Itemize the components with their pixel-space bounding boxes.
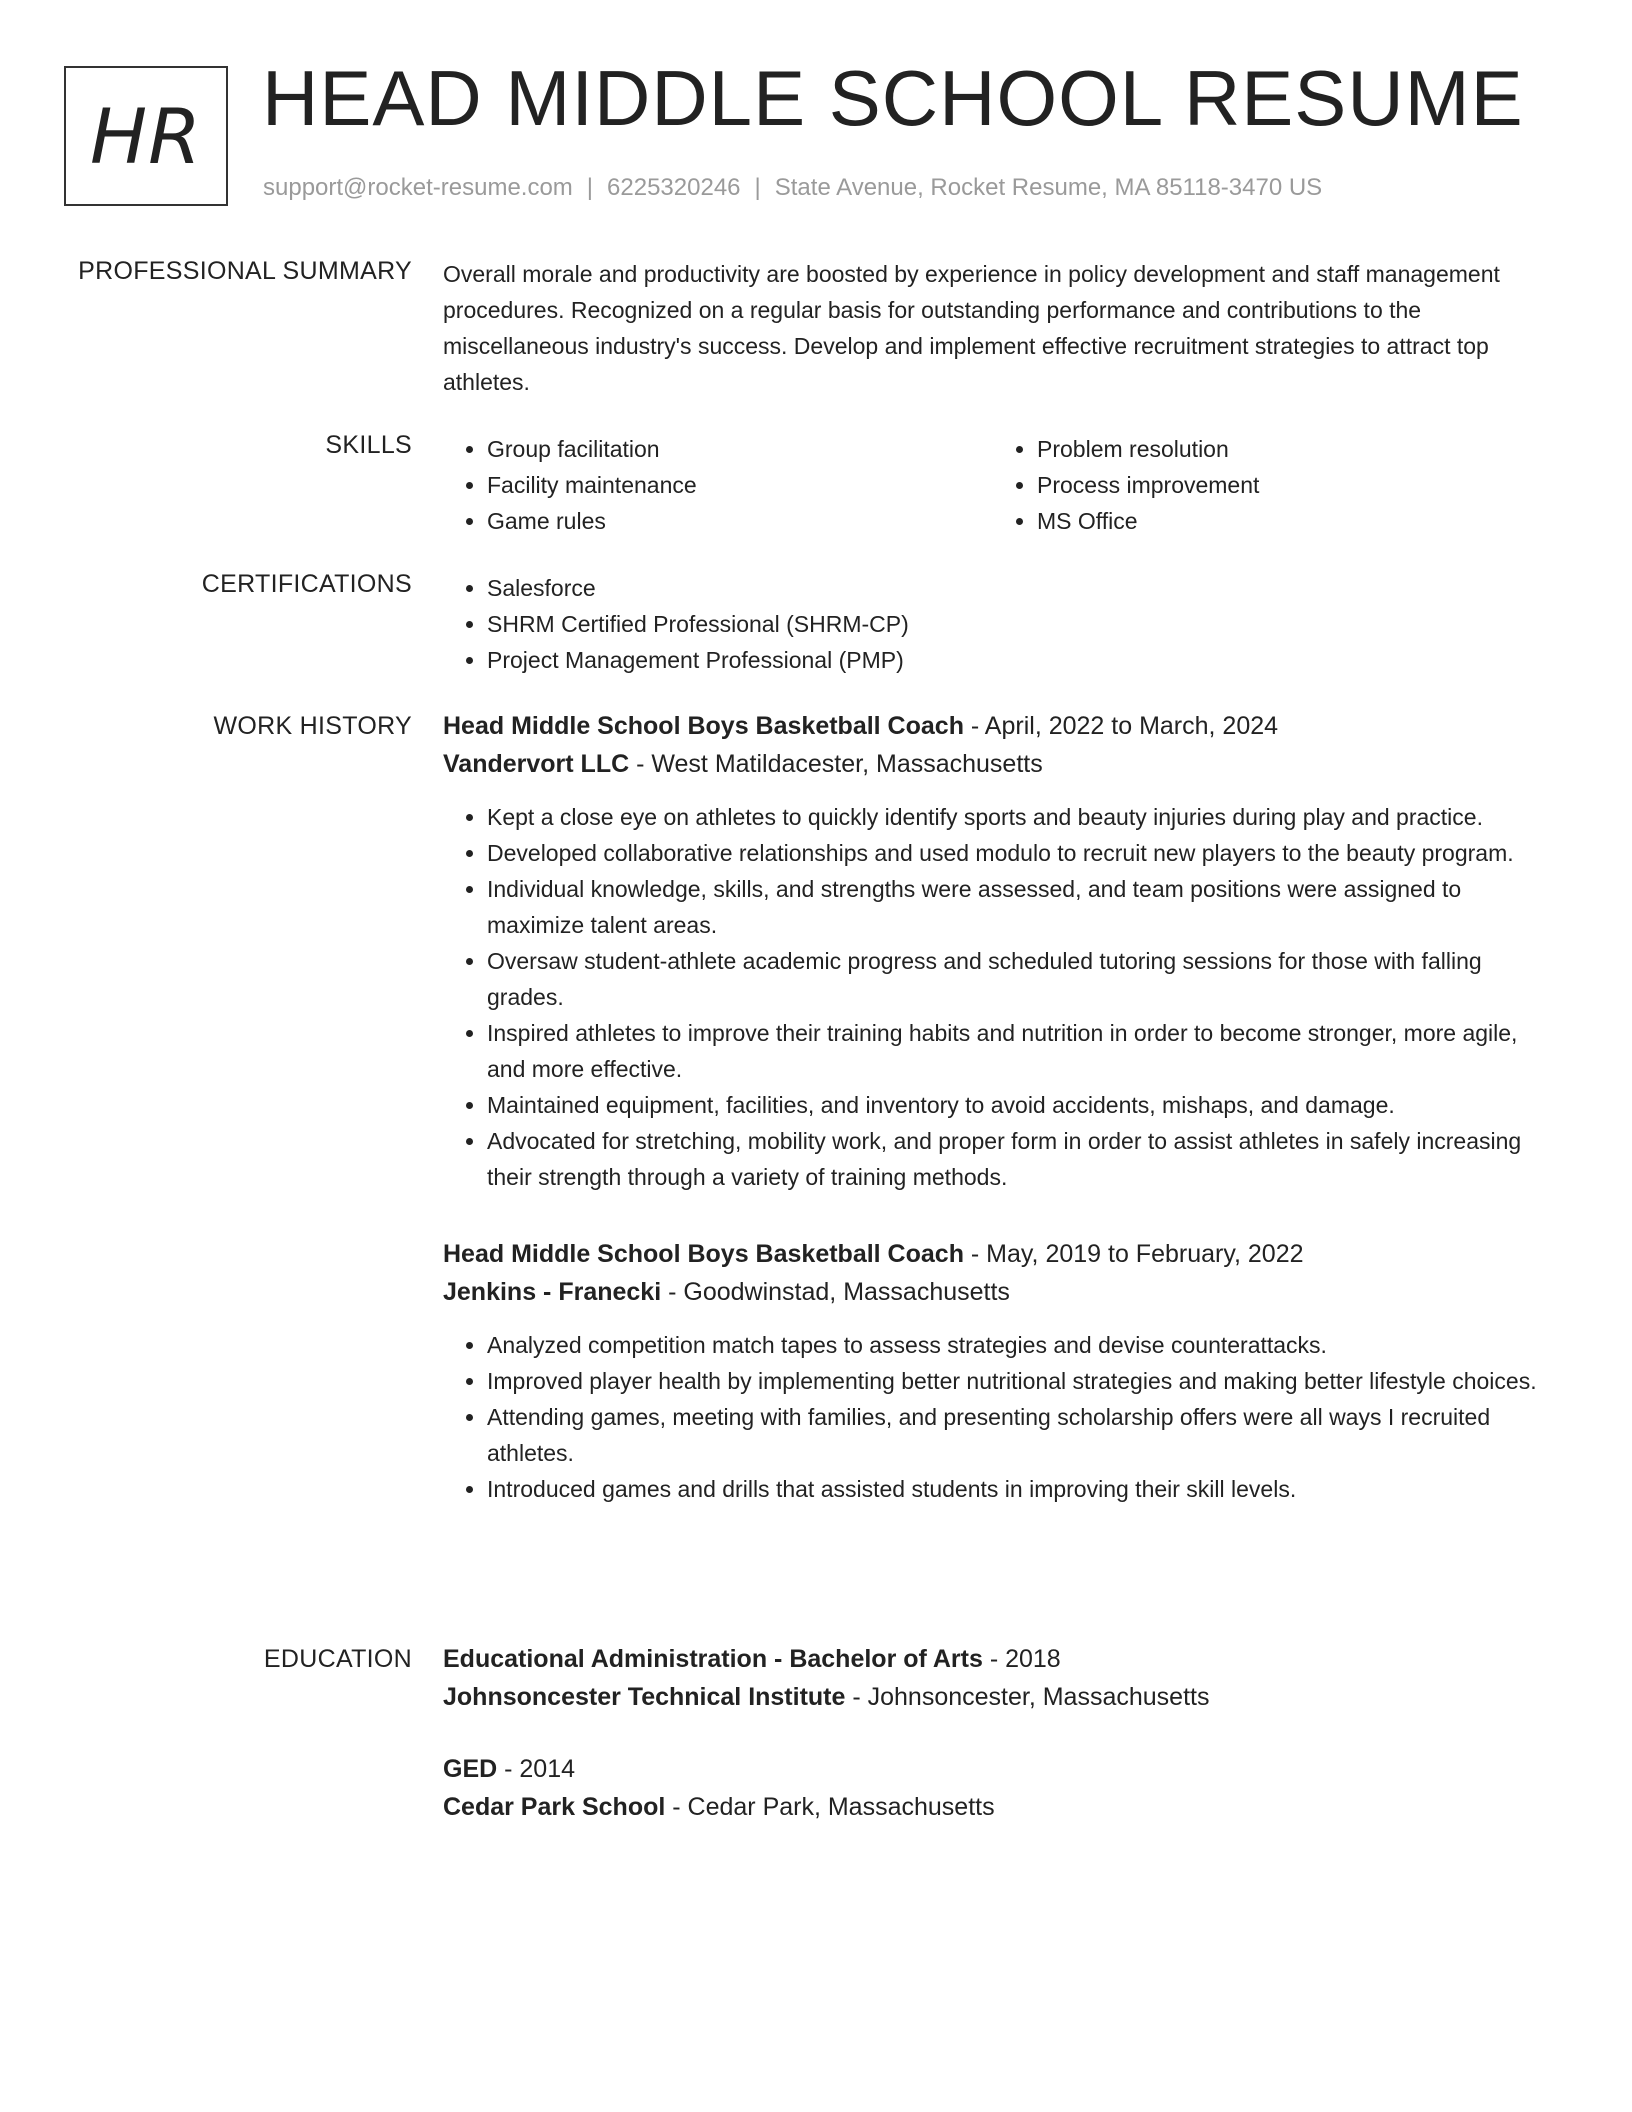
skill-item: • Process improvement: [1037, 467, 1543, 503]
summary-text: Overall morale and productivity are boosted by experience in policy development and staff management procedures. Recognized on a regular basis for outstanding performance and contributions to the miscellaneous industry's success. Develop and implement effective recruitment strategies to attract top athletes.: [443, 261, 1500, 395]
job-title-line: [443, 707, 1543, 745]
work-history-body: [443, 707, 1543, 1547]
company-name: Jenkins - Franecki: [443, 1278, 662, 1306]
education-body: [443, 1640, 1543, 1860]
school-name: Johnsoncester Technical Institute: [443, 1683, 846, 1711]
page-title: HEAD MIDDLE SCHOOL RESUME: [262, 54, 1524, 142]
school-line: [443, 1678, 1543, 1716]
education-heading: EDUCATION: [263, 1645, 412, 1673]
address-text: State Avenue, Rocket Resume, MA 85118-3470 US: [774, 174, 1323, 201]
summary-heading: PROFESSIONAL SUMMARY: [78, 257, 412, 285]
skills-heading: SKILLS: [325, 431, 412, 459]
certifications-list: [443, 570, 1543, 678]
summary-body: [443, 256, 1543, 400]
company-location: - Goodwinstad, Massachusetts: [661, 1278, 1010, 1306]
degree-line: [443, 1640, 1543, 1678]
job-bullet: • Individual knowledge, skills, and strengths were assessed, and team positions were assigned to maximize talent areas.: [487, 871, 1543, 943]
skill-item: • MS Office: [1037, 503, 1543, 539]
skill-item: • Group facilitation: [487, 431, 993, 467]
email-text: support@rocket-resume.com: [263, 174, 573, 201]
certifications-body: [443, 570, 1543, 678]
contact-separator: |: [586, 174, 594, 201]
job-bullet: • Maintained equipment, facilities, and inventory to avoid accidents, mishaps, and damage.: [487, 1087, 1543, 1123]
degree-name: Educational Administration - Bachelor of Arts: [443, 1645, 983, 1673]
job-entry: [443, 707, 1543, 1195]
phone-text: 6225320246: [607, 174, 741, 201]
job-title: Head Middle School Boys Basketball Coach: [443, 712, 964, 740]
skill-item: • Game rules: [487, 503, 993, 539]
job-bullet: • Oversaw student-athlete academic progress and scheduled tutoring sessions for those with falling grades.: [487, 943, 1543, 1015]
job-bullets: [443, 1327, 1543, 1507]
job-title: Head Middle School Boys Basketball Coach: [443, 1240, 964, 1268]
certifications-heading: CERTIFICATIONS: [201, 570, 412, 598]
school-location: - Cedar Park, Massachusetts: [665, 1793, 995, 1821]
contact-separator: |: [754, 174, 761, 201]
certification-item: • Project Management Professional (PMP): [487, 642, 1543, 678]
monogram-logo: HR: [64, 66, 228, 206]
company-line: [443, 745, 1543, 783]
job-bullet: • Advocated for stretching, mobility work, and proper form in order to assist athletes in safely increasing their strength through a variety of training methods.: [487, 1123, 1543, 1195]
skill-item: • Problem resolution: [1037, 431, 1543, 467]
job-bullet: • Analyzed competition match tapes to assess strategies and devise counterattacks.: [487, 1327, 1543, 1363]
skills-grid: [443, 431, 1543, 539]
job-bullet: • Improved player health by implementing better nutritional strategies and making better lifestyle choices.: [487, 1363, 1543, 1399]
certification-item: • SHRM Certified Professional (SHRM-CP): [487, 606, 1543, 642]
skills-body: [443, 431, 1543, 539]
company-name: Vandervort LLC: [443, 750, 630, 778]
contact-line: [263, 174, 1322, 202]
education-entry: [443, 1750, 1543, 1826]
school-name: Cedar Park School: [443, 1793, 666, 1821]
skill-item: • Facility maintenance: [487, 467, 993, 503]
degree-line: [443, 1750, 1543, 1788]
school-location: - Johnsoncester, Massachusetts: [845, 1683, 1210, 1711]
certification-item: • Salesforce: [487, 570, 1543, 606]
job-entry: [443, 1235, 1543, 1507]
work-history-heading: WORK HISTORY: [213, 712, 412, 740]
skills-list-left: [443, 431, 993, 539]
skills-list-right: [993, 431, 1543, 539]
job-dates: - May, 2019 to February, 2022: [963, 1240, 1304, 1268]
job-bullets: [443, 799, 1543, 1195]
job-dates: - April, 2022 to March, 2024: [963, 712, 1279, 740]
job-bullet: • Developed collaborative relationships and used modulo to recruit new players to the beauty program.: [487, 835, 1543, 871]
degree-year: - 2014: [497, 1755, 576, 1783]
job-bullet: • Kept a close eye on athletes to quickly identify sports and beauty injuries during play and practice.: [487, 799, 1543, 835]
company-location: - West Matildacester, Massachusetts: [629, 750, 1043, 778]
school-line: [443, 1788, 1543, 1826]
job-title-line: [443, 1235, 1543, 1273]
job-bullet: • Introduced games and drills that assisted students in improving their skill levels.: [487, 1471, 1543, 1507]
degree-year: - 2018: [982, 1645, 1061, 1673]
degree-name: GED: [443, 1755, 498, 1783]
job-bullet: • Inspired athletes to improve their training habits and nutrition in order to become stronger, more agile, and more effective.: [487, 1015, 1543, 1087]
education-entry: [443, 1640, 1543, 1716]
job-bullet: • Attending games, meeting with families, and presenting scholarship offers were all ways I recruited athletes.: [487, 1399, 1543, 1471]
company-line: [443, 1273, 1543, 1311]
